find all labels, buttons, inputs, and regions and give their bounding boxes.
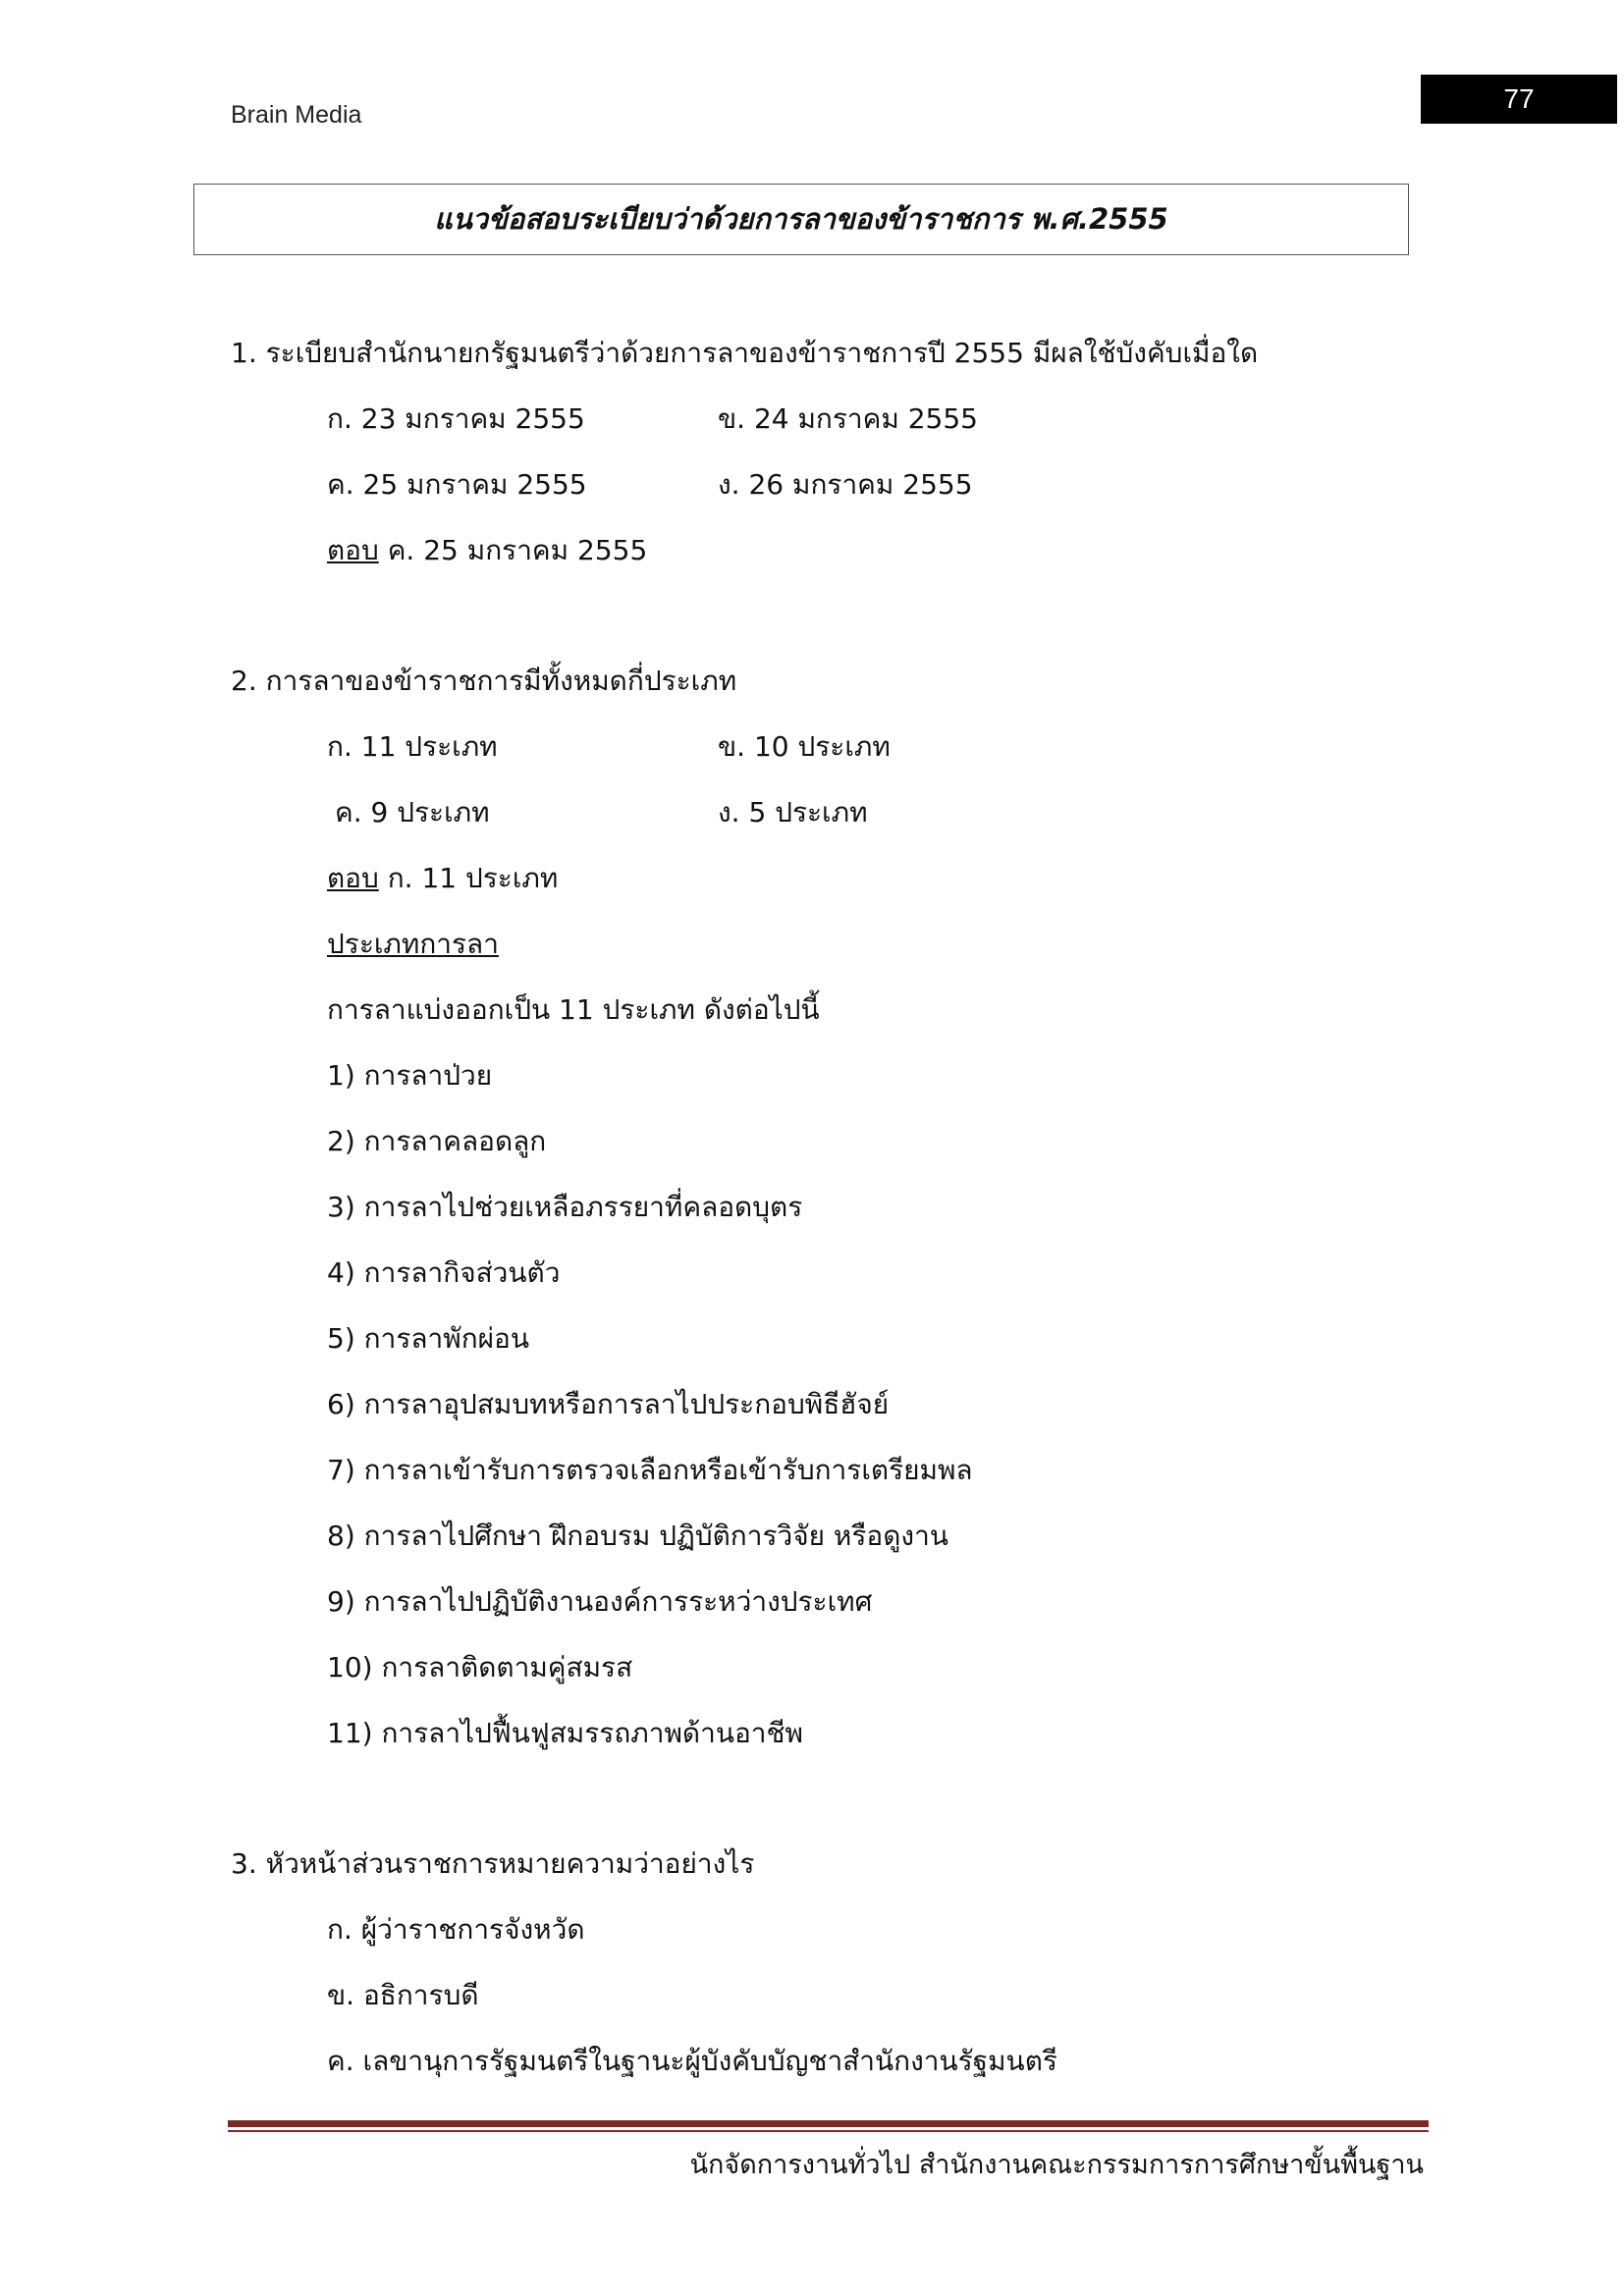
q1-option-d: ง. 26 มกราคม 2555 [718,468,973,501]
q2-option-c: ค. 9 ประเภท [335,796,490,828]
q2-option-b: ข. 10 ประเภท [718,730,891,763]
leave-type-item: 3) การลาไปช่วยเหลือภรรยาที่คลอดบุตร [327,1191,803,1223]
leave-type-item: 6) การลาอุปสมบทหรือการลาไปประกอบพิธีฮัจย์ [327,1388,890,1420]
leave-type-item: 1) การลาป่วย [327,1059,493,1092]
answer-text: ก. 11 ประเภท [387,862,559,894]
page-number: 77 [1421,75,1617,124]
leave-type-item: 4) การลากิจส่วนตัว [327,1256,561,1289]
leave-type-item: 11) การลาไปฟื้นฟูสมรรถภาพด้านอาชีพ [327,1717,803,1749]
leave-type-item: 10) การลาติดตามคู่สมรส [327,1651,633,1683]
q1-option-b: ข. 24 มกราคม 2555 [718,402,978,435]
q3-option-a: ก. ผู้ว่าราชการจังหวัด [327,1913,585,1946]
q2-option-d: ง. 5 ประเภท [718,796,868,828]
question-3: 3. หัวหน้าส่วนราชการหมายความว่าอย่างไร [231,1847,755,1880]
leave-type-item: 5) การลาพักผ่อน [327,1322,530,1355]
q2-answer [327,859,558,898]
page-title: แนวข้อสอบระเบียบว่าด้วยการลาของข้าราชการ พ.ศ.2555 [193,184,1409,255]
header-brand: Brain Media [231,101,362,129]
answer-label: ตอบ [327,862,379,894]
answer-label: ตอบ [327,534,379,566]
q1-answer [327,531,647,570]
q1-option-a: ก. 23 มกราคม 2555 [327,402,585,435]
question-1: 1. ระเบียบสำนักนายกรัฐมนตรีว่าด้วยการลาของข้าราชการปี 2555 มีผลใช้บังคับเมื่อใด [231,337,1259,369]
q1-option-c: ค. 25 มกราคม 2555 [327,468,587,501]
leave-type-item: 7) การลาเข้ารับการตรวจเลือกหรือเข้ารับการเตรียมพล [327,1454,973,1486]
footer-rule-thick [228,2120,1429,2127]
section-heading: ประเภทการลา [327,928,499,960]
q3-option-b: ข. อธิการบดี [327,1979,479,2011]
leave-type-item: 8) การลาไปศึกษา ฝึกอบรม ปฏิบัติการวิจัย หรือดูงาน [327,1520,948,1552]
q3-option-c: ค. เลขานุการรัฐมนตรีในฐานะผู้บังคับบัญชาสำนักงานรัฐมนตรี [327,2045,1057,2077]
leave-type-item: 9) การลาไปปฏิบัติงานองค์การระหว่างประเทศ [327,1585,873,1618]
footer-rule-thin [228,2130,1429,2132]
leave-types-intro: การลาแบ่งออกเป็น 11 ประเภท ดังต่อไปนี้ [327,993,820,1026]
footer-text: นักจัดการงานทั่วไป สำนักงานคณะกรรมการการศึกษาขั้นพื้นฐาน [689,2150,1424,2180]
answer-text: ค. 25 มกราคม 2555 [387,534,648,566]
q2-option-a: ก. 11 ประเภท [327,730,498,763]
leave-type-item: 2) การลาคลอดลูก [327,1125,547,1157]
question-2: 2. การลาของข้าราชการมีทั้งหมดกี่ประเภท [231,665,737,697]
